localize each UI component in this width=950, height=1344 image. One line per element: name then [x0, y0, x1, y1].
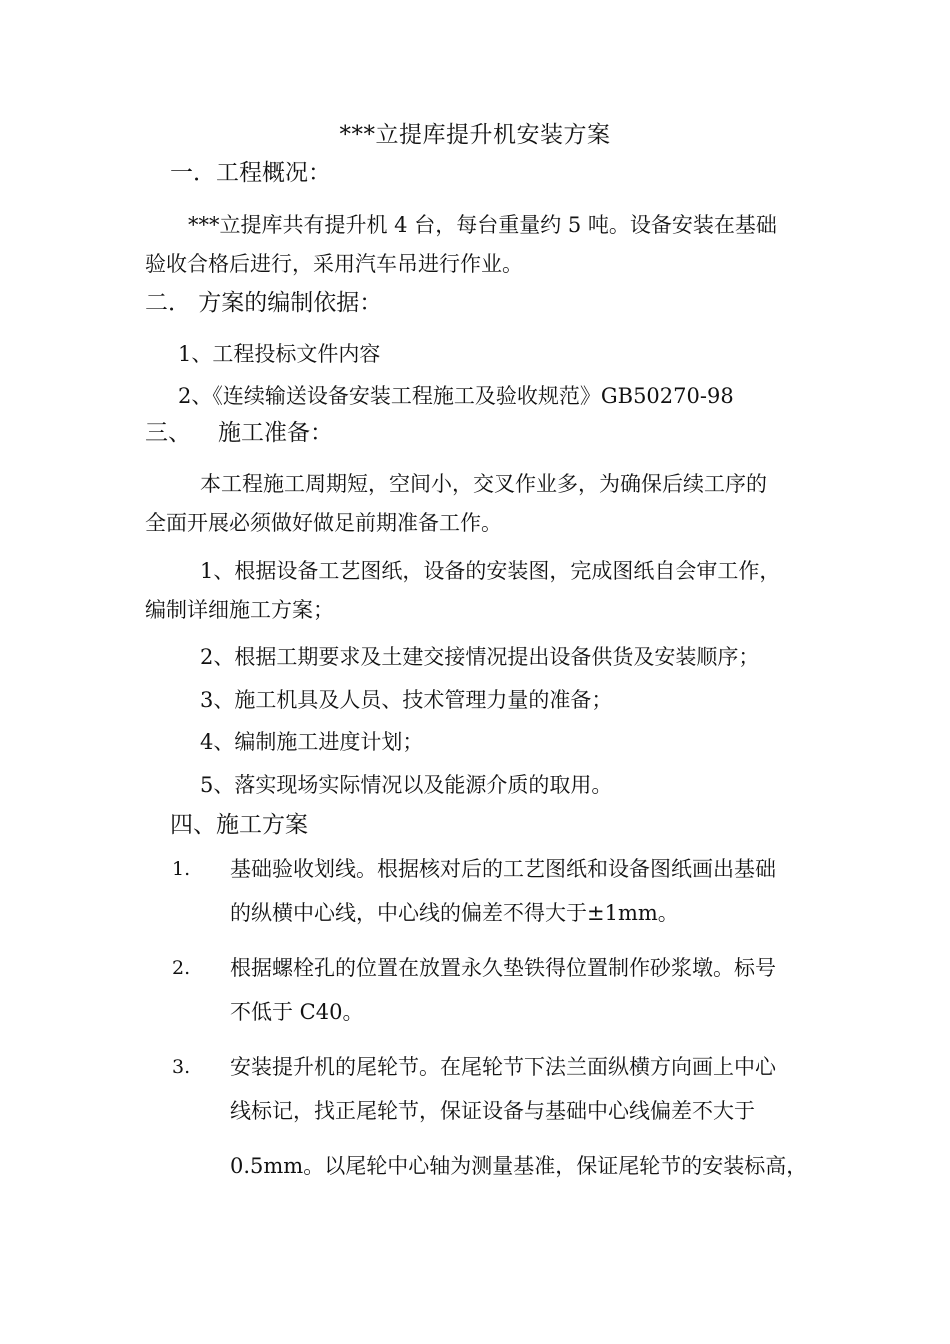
- section-1-para-line-2: 验收合格后进行，采用汽车吊进行作业。: [145, 252, 523, 276]
- step-3-line-2: 线标记，找正尾轮节，保证设备与基础中心线偏差不大于: [230, 1099, 755, 1123]
- step-2-line-1: 根据螺栓孔的位置在放置永久垫铁得位置制作砂浆墩。标号: [230, 956, 776, 980]
- section-3-item-2: 2、根据工期要求及土建交接情况提出设备供货及安装顺序；: [200, 645, 760, 669]
- section-2-item-2: 2、《连续输送设备安装工程施工及验收规范》GB50270-98: [178, 384, 734, 408]
- step-3-line-1: 安装提升机的尾轮节。在尾轮节下法兰面纵横方向画上中心: [230, 1055, 776, 1079]
- section-1-heading: 一．工程概况：: [170, 160, 331, 186]
- step-1-line-1: 基础验收划线。根据核对后的工艺图纸和设备图纸画出基础: [230, 857, 776, 881]
- section-4-heading: 四、施工方案: [170, 812, 308, 838]
- section-3-item-1-line-1: 1、根据设备工艺图纸，设备的安装图，完成图纸自会审工作，: [200, 559, 781, 583]
- section-3-item-4: 4、编制施工进度计划；: [200, 730, 424, 754]
- step-2-number: 2.: [172, 957, 191, 979]
- section-3-item-5: 5、落实现场实际情况以及能源介质的取用。: [200, 773, 613, 797]
- document-title: ***立提库提升机安装方案: [339, 122, 611, 148]
- section-3-item-3: 3、施工机具及人员、技术管理力量的准备；: [200, 688, 613, 712]
- section-2-heading: 二． 方案的编制依据：: [145, 290, 383, 316]
- step-3-number: 3.: [172, 1056, 191, 1078]
- section-3-heading-text: 施工准备：: [218, 420, 333, 446]
- section-3-heading-number: 三、: [145, 420, 191, 446]
- step-2-line-2: 不低于 C40。: [230, 1000, 364, 1024]
- step-1-number: 1.: [172, 858, 191, 880]
- section-3-intro-line-1: 本工程施工周期短，空间小，交叉作业多，为确保后续工序的: [200, 472, 767, 496]
- section-3-intro-line-2: 全面开展必须做好做足前期准备工作。: [145, 511, 502, 535]
- step-3-line-3: 0.5mm。以尾轮中心轴为测量基准，保证尾轮节的安装标高，: [230, 1154, 808, 1178]
- section-2-item-1: 1、工程投标文件内容: [178, 342, 381, 366]
- section-1-para-line-1: ***立提库共有提升机 4 台，每台重量约 5 吨。设备安装在基础: [188, 213, 777, 237]
- step-1-line-2: 的纵横中心线，中心线的偏差不得大于±1mm。: [230, 901, 679, 925]
- section-3-item-1-line-2: 编制详细施工方案；: [145, 598, 334, 622]
